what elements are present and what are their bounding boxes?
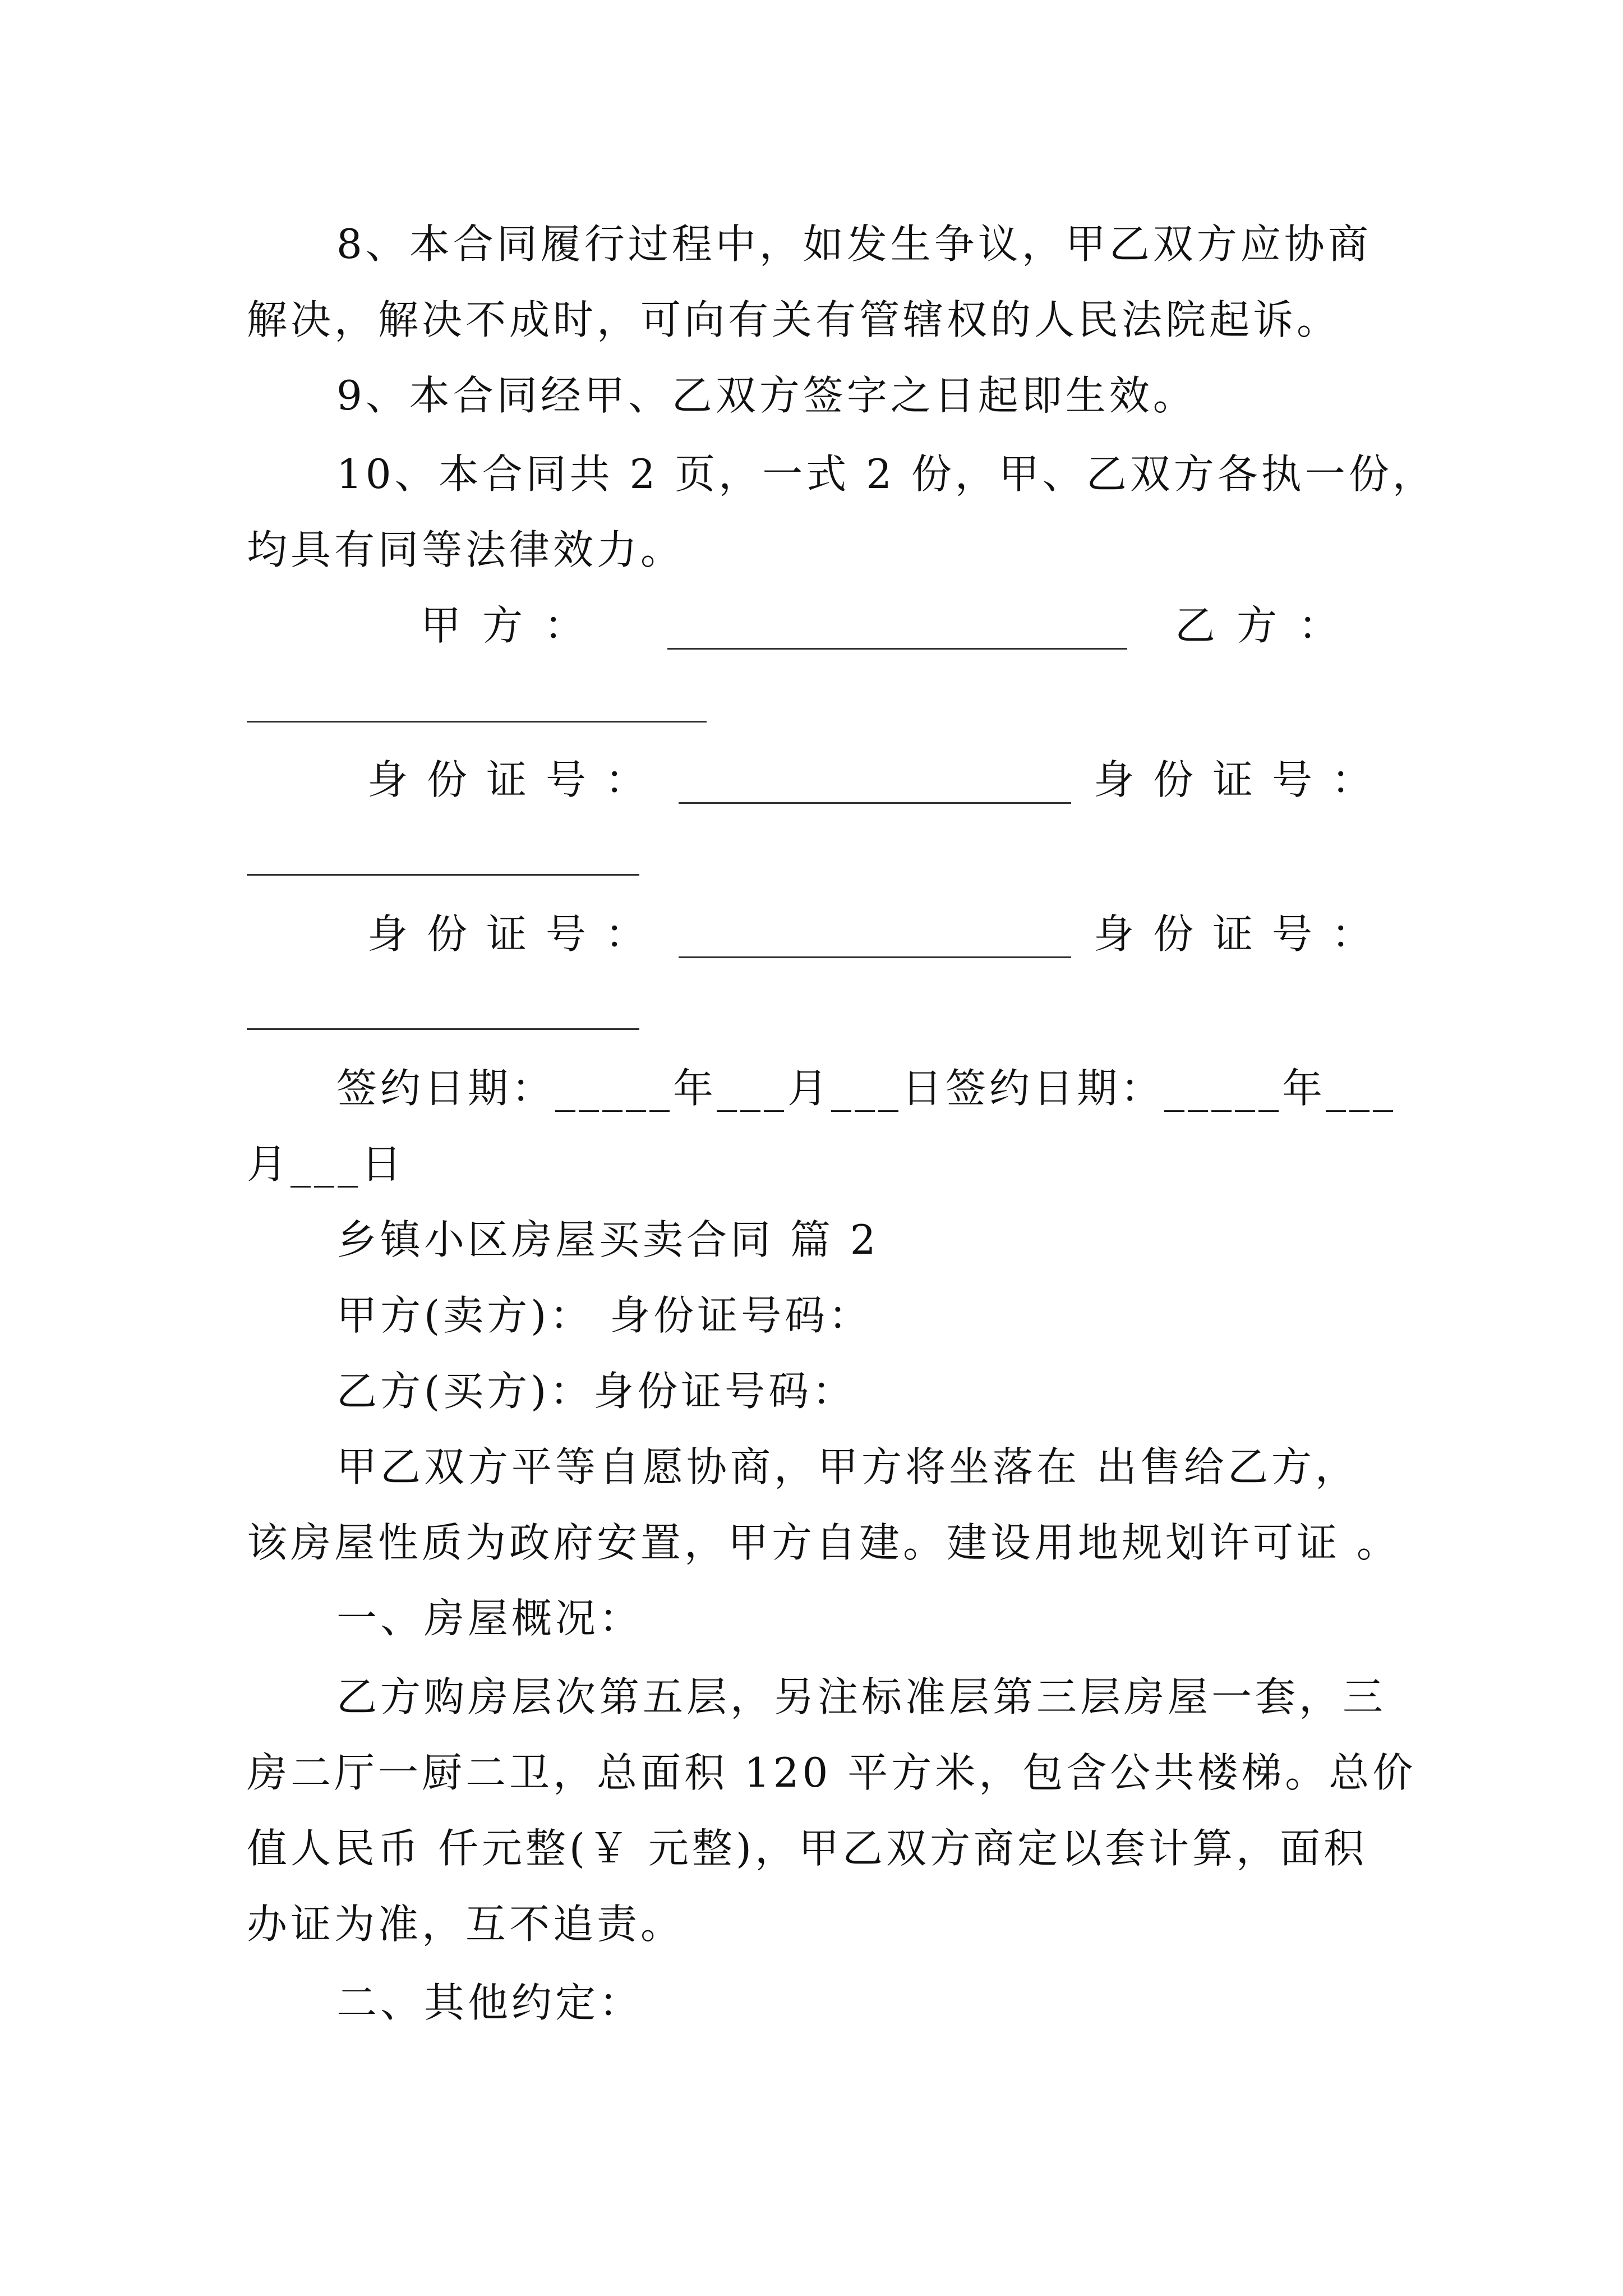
id-label-b2: 身份证号： bbox=[1094, 910, 1391, 958]
id-number-row-2 bbox=[247, 906, 1391, 968]
id-a1-line bbox=[679, 802, 1071, 804]
id-label-a2: 身份证号： bbox=[367, 910, 665, 958]
id-a2-line bbox=[679, 956, 1071, 958]
section-2-title: 二、其他约定： bbox=[336, 1979, 643, 2026]
seller-info: 甲方(卖方)： 身份证号码： bbox=[336, 1292, 873, 1339]
intro-line-1: 甲乙双方平等自愿协商，甲方将坐落在 出售给乙方， bbox=[336, 1443, 1359, 1490]
clause-9: 9、本合同经甲、乙双方签字之日起即生效。 bbox=[336, 372, 1197, 419]
id-label-a1: 身份证号： bbox=[367, 756, 665, 803]
intro-line-2: 该房屋性质为政府安置，甲方自建。建设用地规划许可证 。 bbox=[247, 1519, 1400, 1566]
party-a-label: 甲方： bbox=[421, 602, 606, 649]
contract-2-title: 乡镇小区房屋买卖合同 篇 2 bbox=[336, 1216, 879, 1263]
party-b-label: 乙方： bbox=[1175, 602, 1361, 649]
section-1-line-4: 办证为准，互不追责。 bbox=[247, 1901, 685, 1948]
section-1-line-3: 值人民币 仟元整(￥ 元整)，甲乙双方商定以套计算，面积 bbox=[247, 1825, 1367, 1872]
id-number-row-1 bbox=[247, 752, 1391, 813]
id-label-b1: 身份证号： bbox=[1094, 756, 1391, 803]
buyer-info: 乙方(买方)：身份证号码： bbox=[336, 1368, 856, 1415]
party-b-signature-line bbox=[247, 721, 707, 723]
signature-party-row bbox=[247, 597, 1391, 659]
section-1-title: 一、房屋概况： bbox=[336, 1595, 643, 1642]
clause-8-line-2: 解决，解决不成时，可向有关有管辖权的人民法院起诉。 bbox=[247, 296, 1341, 343]
clause-10-line-1: 10、本合同共 2 页，一式 2 份，甲、乙双方各执一份， bbox=[336, 450, 1436, 498]
signing-date-line-2: 月___日 bbox=[247, 1140, 405, 1188]
signing-date-line-1: 签约日期：_____年___月___日签约日期：_____年___ bbox=[336, 1065, 1397, 1112]
party-a-signature-line bbox=[667, 648, 1127, 650]
clause-8-line-1: 8、本合同履行过程中，如发生争议，甲乙双方应协商 bbox=[336, 220, 1372, 268]
section-1-line-1: 乙方购房层次第五层，另注标准层第三层房屋一套，三 bbox=[336, 1673, 1387, 1720]
id-b1-line bbox=[247, 874, 639, 876]
id-b2-line bbox=[247, 1028, 639, 1030]
clause-10-line-2: 均具有同等法律效力。 bbox=[247, 526, 685, 573]
section-1-line-2: 房二厅一厨二卫，总面积 120 平方米，包含公共楼梯。总价 bbox=[247, 1749, 1417, 1796]
